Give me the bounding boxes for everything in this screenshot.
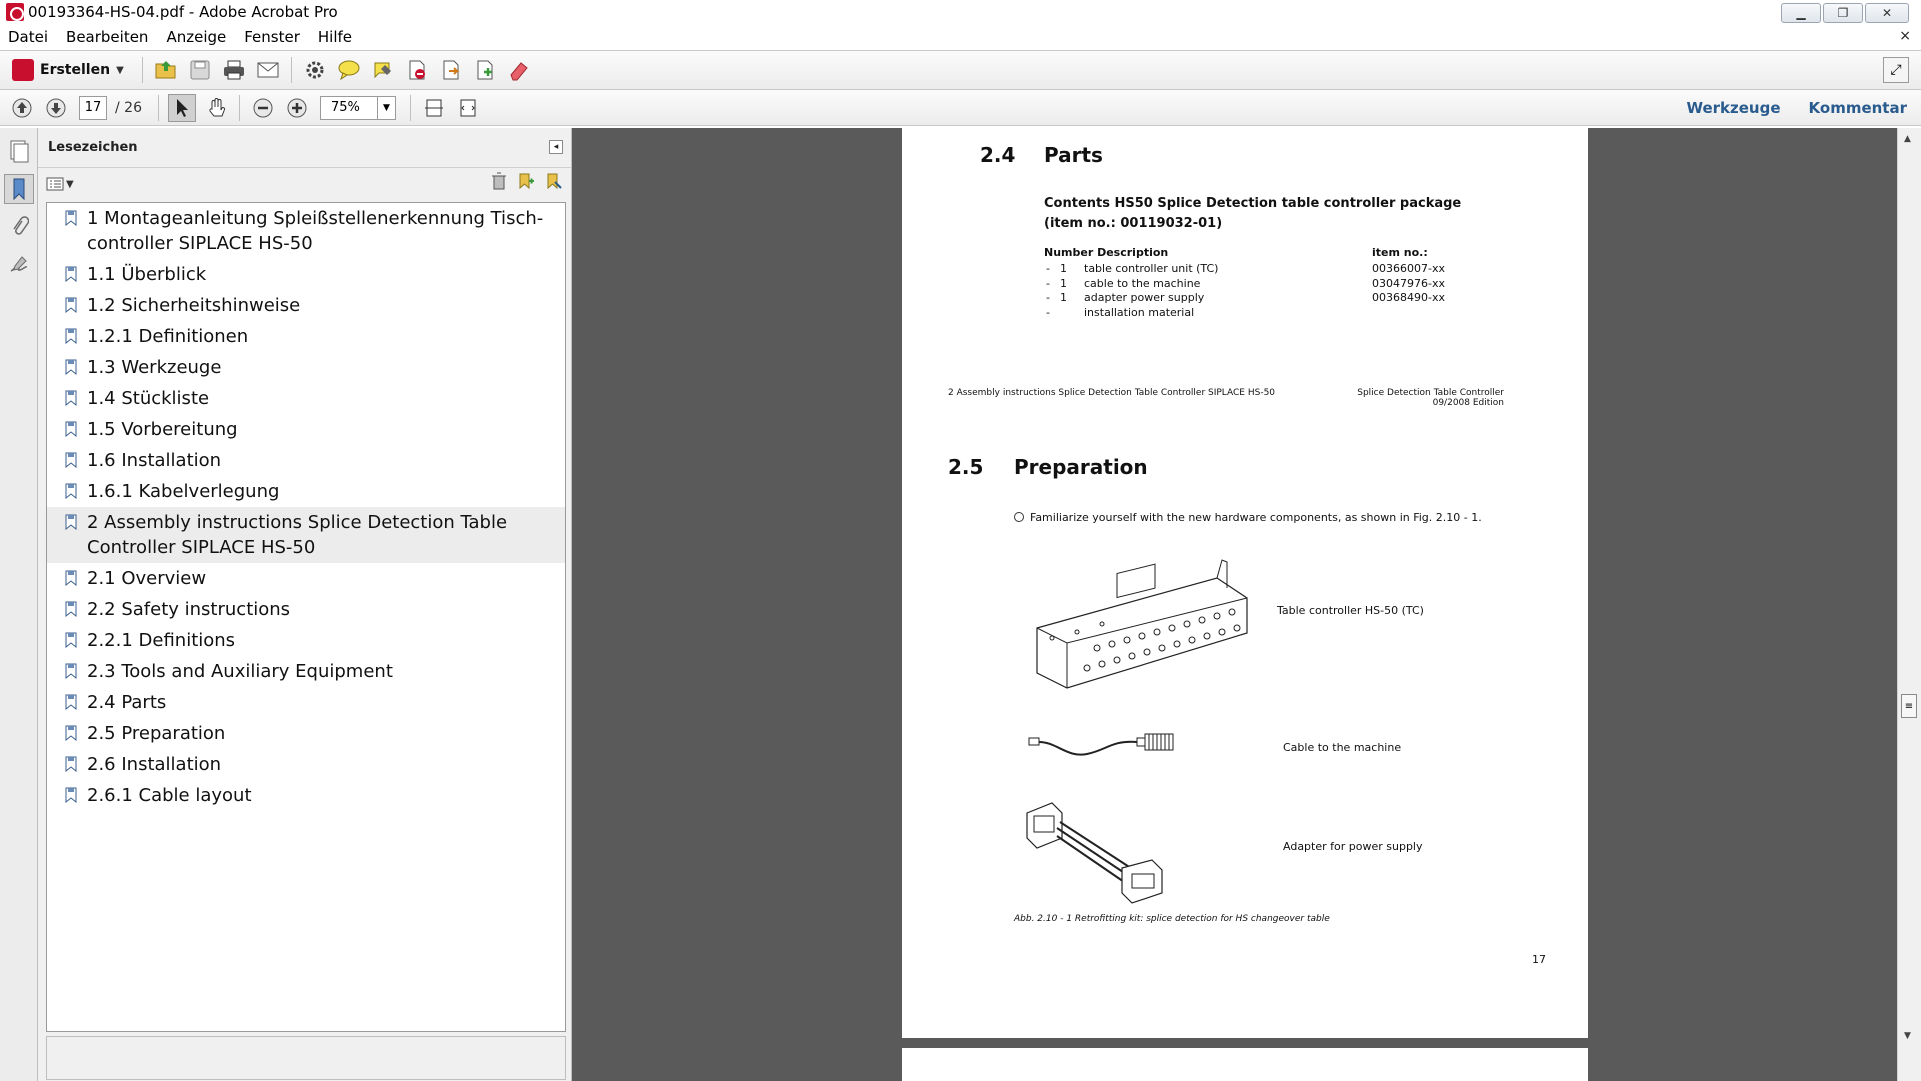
menu-hilfe[interactable]: Hilfe [317,28,353,46]
preparation-section-number: 2.5 [948,455,984,479]
bookmark-label: 2.5 Preparation [87,723,226,744]
bookmark-label: 2.2.1 Definitions [87,630,236,651]
preparation-instruction [1014,511,1482,524]
component-label-adapter: Adapter for power supply [1283,840,1423,853]
gear-icon [304,59,326,81]
page-thumbnail-icon [8,139,30,163]
settings-button[interactable] [301,56,329,84]
panel-title: Lesezeichen [48,140,138,155]
bookmark-label: 1.1 Überblick [87,264,207,285]
bookmark-actions [491,172,563,194]
trash-icon [491,172,507,190]
envelope-icon [256,60,280,80]
printer-icon [222,59,246,81]
bookmark-label: 1.2 Sicherheitshinweise [87,295,301,316]
page-thumbnails-button[interactable] [4,136,34,166]
close-document-button[interactable]: × [1899,28,1911,44]
main-toolbar [0,50,1921,90]
window-title: 00193364-HS-04.pdf - Adobe Acrobat Pro [28,3,338,21]
bookmark-icon [65,210,77,226]
new-bookmark-button[interactable] [517,172,535,194]
bookmark-item[interactable] [47,780,565,811]
bookmark-item[interactable] [47,414,565,445]
bookmark-icon [65,601,77,617]
arrow-down-icon [45,97,67,119]
next-pdf-page [902,1048,1588,1081]
extract-page-icon [440,59,462,81]
bookmark-icon [65,266,77,282]
bookmark-label: 2.1 Overview [87,568,207,589]
zoom-in-button[interactable] [283,94,311,122]
table-row-quantity: 1 [1060,291,1067,304]
create-pdf-icon [12,59,34,81]
speech-bubble-icon [337,59,361,81]
scroll-thumb[interactable] [1901,694,1917,718]
bookmark-item[interactable] [47,259,565,290]
bookmark-icon [65,694,77,710]
bookmark-label: 2.2 Safety instructions [87,599,291,620]
create-label: Erstellen [40,62,111,78]
bookmark-expand-icon [545,172,563,190]
bookmark-item[interactable] [47,507,565,563]
panel-footer [46,1036,566,1080]
bookmark-list [46,202,566,1032]
bookmark-label: 1.6 Installation [87,450,222,471]
table-row-quantity: 1 [1060,262,1067,275]
vertical-scrollbar[interactable] [1897,128,1921,1081]
document-viewport [572,128,1897,1081]
bookmark-item[interactable] [47,594,565,625]
bookmark-icon [65,663,77,679]
eraser-button[interactable] [505,56,533,84]
table-controller-illustration [1027,558,1257,708]
figure-caption: Abb. 2.10 - 1 Retrofitting kit: splice detection for HS changeover table [1014,914,1330,924]
bookmark-icon [65,787,77,803]
save-button[interactable] [186,56,214,84]
expand-bookmark-button[interactable] [545,172,563,194]
bookmark-item[interactable] [47,290,565,321]
page-number-label: 17 [1532,953,1546,966]
parts-section-number: 2.4 [980,143,1016,167]
table-header-number-description: Number Description [1044,246,1169,259]
grip-icon: ≡ [1904,700,1914,712]
bookmark-icon [65,359,77,375]
table-row-quantity: 1 [1060,276,1067,290]
toolbar-right-links [1686,90,1907,126]
chevron-down-icon: ▼ [116,64,124,76]
machine-cable-illustration [1027,728,1197,768]
page-footer-left: 2 Assembly instructions Splice Detection Table Controller SIPLACE HS-50 [948,388,1276,398]
menu-bar [0,26,1921,48]
bookmark-icon [65,570,77,586]
bookmark-label: 2.3 Tools and Auxiliary Equipment [87,661,393,682]
toolbar-separator [142,57,143,83]
bookmark-item[interactable] [47,445,565,476]
options-list-icon [46,176,64,192]
collapse-panel-button[interactable] [549,140,563,154]
table-header-item-no: item no.: [1372,246,1428,259]
table-row-item-number: 00366007-xx [1372,262,1445,275]
bookmark-item[interactable] [47,352,565,383]
window-controls [1781,3,1909,23]
restore-button[interactable]: ❐ [1823,3,1863,23]
bookmarks-pane-button[interactable] [4,174,34,204]
package-line-2: (item no.: 00119032-01) [1044,216,1223,231]
bookmark-label: 1.6.1 Kabelverlegung [87,481,280,502]
insert-pages-button[interactable] [471,56,499,84]
bookmark-icon [65,483,77,499]
zoom-level-input[interactable]: 75% [320,96,378,120]
options-menu-button[interactable] [46,176,74,192]
next-page-button[interactable] [42,94,70,122]
bookmark-label: 1.5 Vorbereitung [87,419,238,440]
delete-pages-button[interactable] [403,56,431,84]
minus-circle-icon [252,97,274,119]
open-folder-icon [154,59,178,81]
scroll-up-icon[interactable]: ▲ [1904,134,1911,144]
toolbar-separator [158,95,159,121]
plus-circle-icon [286,97,308,119]
parts-section-title: Parts [1044,143,1103,167]
bookmark-item[interactable] [47,321,565,352]
highlight-button[interactable] [369,56,397,84]
fit-page-icon [423,97,445,119]
table-row-bullet: - [1046,305,1050,319]
navigation-pane-strip [0,128,38,1081]
comment-button[interactable] [335,56,363,84]
table-row-item-number: 00368490-xx [1372,291,1445,304]
bookmark-item[interactable] [47,718,565,749]
power-adapter-illustration [1022,798,1172,908]
fit-width-icon [457,97,479,119]
bookmark-icon [65,452,77,468]
close-button[interactable]: ✕ [1865,3,1909,23]
fit-page-button[interactable] [420,94,448,122]
bookmark-label: 1.3 Werkzeuge [87,357,222,378]
expand-icon: ⤢ [1890,62,1902,78]
highlighter-icon [371,59,395,81]
delete-page-icon [406,59,428,81]
component-label-cable: Cable to the machine [1283,741,1402,754]
bookmark-label: 1.2.1 Definitionen [87,326,249,347]
insert-page-icon [474,59,496,81]
extract-pages-button[interactable] [437,56,465,84]
tools-link[interactable]: Werkzeuge [1686,99,1781,117]
page-footer-right-2: 09/2008 Edition [1432,398,1504,408]
table-row-description: installation material [1084,305,1195,319]
bookmark-label: 2.6.1 Cable layout [87,785,252,806]
menu-datei[interactable]: Datei [8,28,49,46]
zoom-dropdown-button[interactable] [378,96,396,120]
bookmark-item[interactable] [47,656,565,687]
menu-fenster[interactable]: Fenster [244,28,300,46]
table-row-description: adapter power supply [1084,291,1205,304]
open-button[interactable] [152,56,180,84]
hand-tool-button[interactable] [202,94,230,122]
bookmark-item[interactable] [47,383,565,414]
bookmark-icon [65,725,77,741]
bookmarks-panel [38,128,572,1081]
bookmark-label: 2 Assembly instructions Splice Detection Table Controller SIPLACE HS-50 [87,512,508,558]
bookmark-label: 1.4 Stückliste [87,388,210,409]
hand-icon [205,97,227,119]
component-label-table-controller: Table controller HS-50 (TC) [1277,604,1424,617]
create-button[interactable] [12,59,124,81]
bookmark-icon [65,514,77,530]
table-row-bullet: - [1046,262,1050,275]
menu-bearbeiten[interactable]: Bearbeiten [66,28,149,46]
table-row-description: cable to the machine [1084,276,1201,290]
package-line-1: Contents HS50 Splice Detection table controller package [1044,196,1462,211]
bookmarks-toolbar [38,168,571,200]
menu-anzeige[interactable]: Anzeige [166,28,227,46]
chevron-left-icon: ◂ [553,142,559,152]
bookmark-icon [9,177,29,201]
bookmark-label: 1 Montageanleitung Spleißstellenerkennung Tisch-controller SIPLACE HS-50 [87,208,544,254]
cursor-icon [172,97,192,119]
toolbar-separator [291,57,292,83]
page-total: / 26 [115,99,142,116]
bookmark-label: 2.4 Parts [87,692,167,713]
delete-bookmark-button[interactable] [491,172,507,194]
chevron-down-icon: ▼ [66,178,74,190]
print-button[interactable] [220,56,248,84]
bookmark-item[interactable] [47,203,565,259]
toolbar-separator [410,95,411,121]
navigation-toolbar [0,90,1921,126]
email-button[interactable] [254,56,282,84]
eraser-icon [507,59,531,81]
table-row-bullet: - [1046,291,1050,304]
bookmarks-panel-header [38,128,571,168]
new-bookmark-icon [517,172,535,190]
table-row-item-number: 03047976-xx [1372,276,1445,290]
bookmark-item[interactable] [47,687,565,718]
paperclip-icon [9,215,29,239]
bookmark-item[interactable] [47,749,565,780]
bookmark-item[interactable] [47,476,565,507]
bookmark-icon [65,390,77,406]
fit-width-button[interactable] [454,94,482,122]
toolbar-separator [239,95,240,121]
chevron-down-icon: ▼ [383,102,390,113]
preparation-text: Familiarize yourself with the new hardware components, as shown in Fig. 2.10 - 1. [1030,511,1482,524]
title-bar [0,0,1921,24]
arrow-up-icon [11,97,33,119]
bookmark-icon [65,297,77,313]
page-number-input[interactable]: 17 [79,96,107,120]
minimize-button[interactable]: ▁ [1781,3,1821,23]
bookmark-icon [65,632,77,648]
pdf-page [902,128,1588,1038]
bookmark-item[interactable] [47,625,565,656]
bookmark-icon [65,756,77,772]
save-icon [189,59,211,81]
fullscreen-button[interactable] [1883,57,1909,83]
attachments-button[interactable] [4,212,34,242]
previous-page-button[interactable] [8,94,36,122]
page-footer-right-1: Splice Detection Table Controller [1357,388,1504,398]
radio-bullet-icon [1014,512,1024,522]
bookmark-item[interactable] [47,563,565,594]
zoom-out-button[interactable] [249,94,277,122]
table-row-description: table controller unit (TC) [1084,262,1219,275]
acrobat-app-icon [6,3,24,21]
bookmark-icon [65,328,77,344]
table-row-bullet: - [1046,276,1050,290]
bookmark-icon [65,421,77,437]
scroll-down-icon[interactable]: ▼ [1904,1031,1911,1041]
preparation-section-title: Preparation [1014,455,1148,479]
signatures-button[interactable] [4,250,34,280]
select-tool-button[interactable] [168,94,196,122]
bookmark-label: 2.6 Installation [87,754,222,775]
signature-pen-icon [8,253,30,277]
comment-link[interactable]: Kommentar [1808,99,1907,117]
